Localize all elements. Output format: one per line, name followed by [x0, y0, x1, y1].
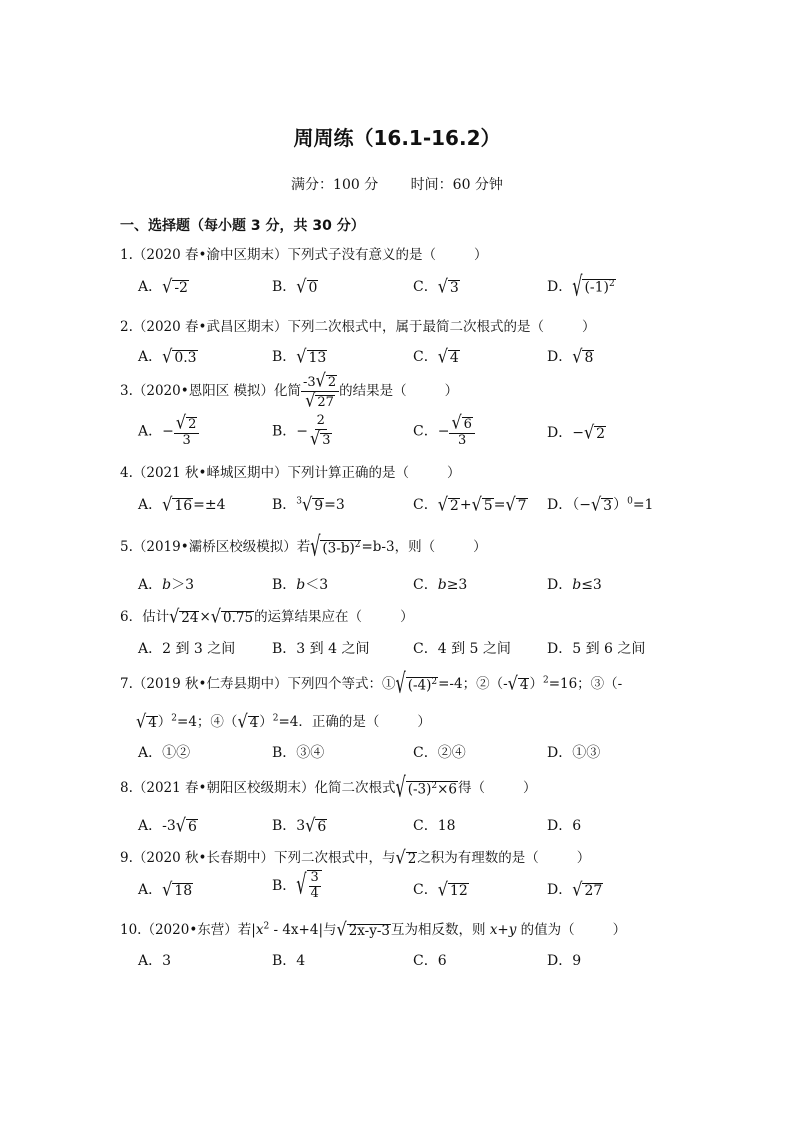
q3-option-a[interactable]: A．− $\frac{√ 2}{3}$ [138, 414, 199, 449]
question-5: 5.（2019•灞桥区校级模拟）若√ $(3-b)^2=b-3$，则（ ） [120, 530, 487, 563]
q6-option-c[interactable]: C．4 到 5 之间 [413, 641, 511, 657]
time-limit: 时间：60 分钟 [410, 177, 503, 193]
q8-option-b[interactable]: B．3√ 6 [272, 814, 327, 837]
q8-option-d[interactable]: D．6 [547, 818, 582, 834]
page-title: 周周练（16.1-16.2） [293, 126, 501, 150]
q5-option-a[interactable]: A．b＞3 [138, 577, 195, 593]
q3-option-d[interactable]: D．−√ 2 [547, 421, 606, 444]
q9-option-d[interactable]: D．√ 27 [547, 878, 603, 901]
q6-option-b[interactable]: B．3 到 4 之间 [272, 641, 370, 657]
q1-option-b[interactable]: B．√ 0 [272, 275, 318, 298]
q9-option-a[interactable]: A．√ 18 [138, 878, 193, 901]
q9-option-b[interactable]: B．√ $\frac{3}{4}$ [272, 870, 322, 902]
q4-option-c[interactable]: C．√ 2+√ 5=√ 7 [413, 493, 527, 516]
question-4: 4.（2021 秋•峄城区期中）下列计算正确的是（ ） [120, 465, 461, 481]
full-score: 满分：100 分 [291, 177, 379, 193]
question-10: 10.（2020•东营）若$|x^2 - 4x+4|$与√ 2x-y-3互为相反数，则 x+y 的值为（ ） [120, 918, 627, 941]
q7-option-c[interactable]: C．②④ [413, 745, 466, 761]
q2-option-d[interactable]: D．√ 8 [547, 345, 594, 368]
q7-option-b[interactable]: B．③④ [272, 745, 325, 761]
q8-option-c[interactable]: C．18 [413, 818, 456, 834]
question-6: 6．估计√ 24×√ 0.75的运算结果应在（ ） [120, 605, 414, 628]
question-9: 9.（2020 秋•长春期中）下列二次根式中，与√ 2之积为有理数的是（ ） [120, 846, 591, 869]
q8-option-a[interactable]: A．-3√ 6 [138, 814, 197, 837]
q2-option-a[interactable]: A．√ 0.3 [138, 345, 197, 368]
q4-option-b[interactable]: B．$^3$√ 9=3 [272, 493, 345, 516]
question-7-line-2: √ 4）$^2$=4；④（√ 4）$^2$=4．正确的是（ ） [136, 710, 431, 733]
q6-option-d[interactable]: D．5 到 6 之间 [547, 641, 646, 657]
question-1: 1.（2020 春•渝中区期末）下列式子没有意义的是（ ） [120, 247, 488, 263]
question-2: 2.（2020 春•武昌区期末）下列二次根式中，属于最简二次根式的是（ ） [120, 319, 596, 335]
q10-option-a[interactable]: A．3 [138, 953, 172, 969]
q9-option-c[interactable]: C．√ 12 [413, 878, 468, 901]
question-7-line-1: 7.（2019 秋•仁寿县期中）下列四个等式：①√ $(-4)^2=-4$；②（-√ 4）$^2$=16；③（- [120, 667, 623, 700]
q7-option-a[interactable]: A．①② [138, 745, 191, 761]
question-3: 3.（2020•恩阳区 模拟）化简 $\frac{-3√ 2}{√ 27}$ 的结果是（ ） [120, 369, 459, 412]
q4-option-a[interactable]: A．√ 16=±4 [138, 493, 226, 516]
q10-option-b[interactable]: B．4 [272, 953, 306, 969]
q10-option-c[interactable]: C．6 [413, 953, 447, 969]
q5-option-c[interactable]: C．b≥3 [413, 577, 468, 593]
q1-option-c[interactable]: C．√ 3 [413, 275, 459, 298]
q5-option-d[interactable]: D．b≤3 [547, 577, 602, 593]
q1-option-a[interactable]: A．√ -2 [138, 275, 188, 298]
section-title: 一、选择题（每小题 3 分，共 30 分） [120, 218, 365, 234]
q3-option-c[interactable]: C．− $\frac{√ 6}{3}$ [413, 414, 475, 449]
exam-info [0, 174, 794, 194]
q2-option-b[interactable]: B．√ 13 [272, 345, 327, 368]
q6-option-a[interactable]: A．2 到 3 之间 [138, 641, 236, 657]
q5-option-b[interactable]: B．b＜3 [272, 577, 329, 593]
q7-option-d[interactable]: D．①③ [547, 745, 601, 761]
q3-option-b[interactable]: B．− $\frac{2}{√ 3}$ [272, 413, 331, 450]
question-8: 8.（2021 春•朝阳区校级期末）化简二次根式√ $(-3)^2\times 6$得（ ） [120, 771, 537, 804]
q3-fraction: $\frac{-3√ 2}{√ 27}$ [301, 372, 339, 411]
q10-option-d[interactable]: D．9 [547, 953, 582, 969]
q2-option-c[interactable]: C．√ 4 [413, 345, 459, 368]
q1-option-d[interactable]: D．√ $(-1)^2$ [547, 270, 615, 303]
q4-option-d[interactable]: D．（−√ 3）$^0$=1 [547, 493, 654, 516]
